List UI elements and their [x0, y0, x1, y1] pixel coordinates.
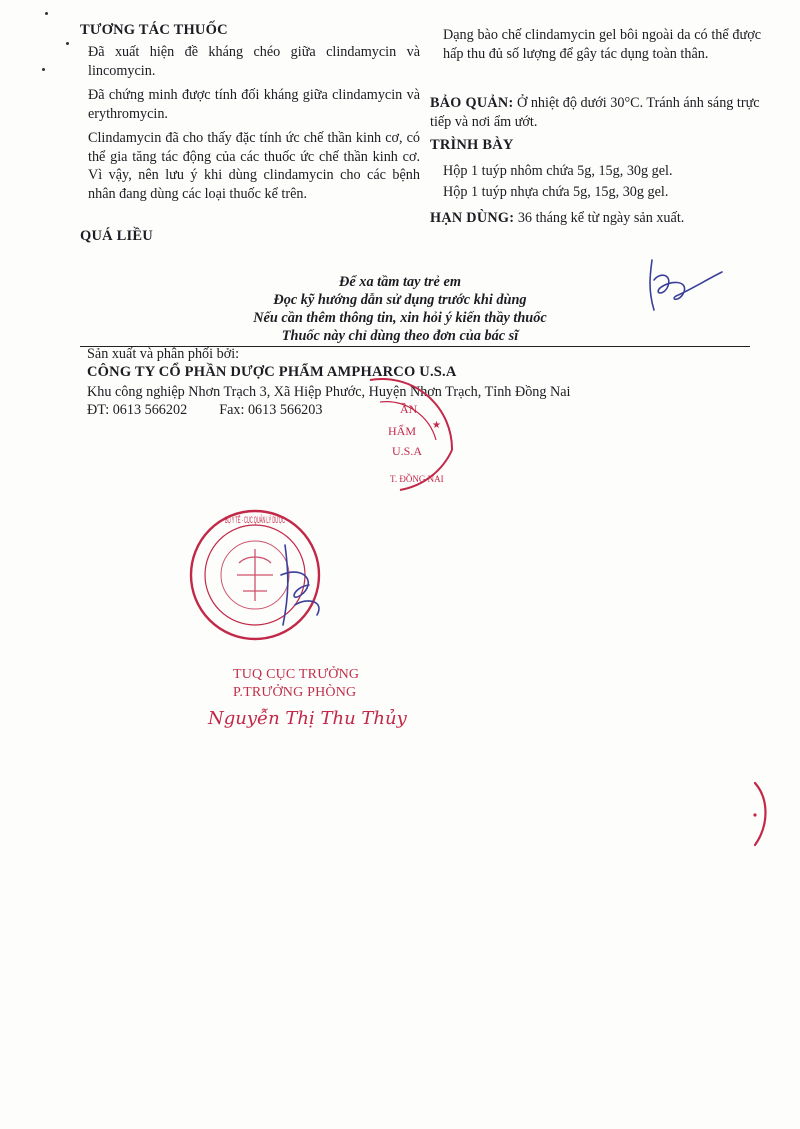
manufacturer-address: Khu công nghiệp Nhơn Trạch 3, Xã Hiệp Phước, Huyện Nhơn Trạch, Tỉnh Đồng Nai [87, 384, 571, 400]
initial-signature-icon [630, 250, 730, 320]
interactions-heading: TƯƠNG TÁC THUỐC [80, 22, 228, 38]
overdose-heading: QUÁ LIỀU [80, 228, 153, 244]
manufacturer-contact [87, 402, 322, 419]
warning-line: Đọc kỹ hướng dẫn sử dụng trước khi dùng [273, 292, 527, 308]
stamp-text: ẦN [400, 402, 418, 416]
fax-number: Fax: 0613 566203 [219, 402, 323, 418]
speck [45, 12, 48, 15]
stamp-text: HẨM [388, 424, 417, 438]
page-mark-icon [735, 775, 775, 855]
manufacturer-label: Sản xuất và phân phối bởi: [87, 346, 240, 362]
company-stamp [340, 340, 470, 500]
interactions-paragraph-2: Đã chứng minh được tính đối kháng giữa clindamycin và erythromycin. [88, 87, 420, 122]
star-icon: ★ [432, 420, 441, 431]
storage-label: BẢO QUẢN: [430, 95, 514, 111]
expiry-section [430, 210, 684, 227]
expiry-text: 36 tháng kể từ ngày sản xuất. [514, 210, 685, 226]
warning-line: Nếu cần thêm thông tin, xin hỏi ý kiến thầy thuốc [253, 310, 547, 326]
overdose-text: Dạng bào chế clindamycin gel bôi ngoài da có thể được hấp thu đủ số lượng để gây tác dụng toàn thân. [443, 27, 761, 62]
interactions-paragraph-3: Clindamycin đã cho thấy đặc tính ức chế thần kinh cơ, có thể gia tăng tác động của các thuốc ức chế thần kinh cơ. Vì vậy, nên lưu ý khi dùng clindamycin cho các bệnh nhân đang dùng các loại thuốc kể trên. [88, 130, 420, 202]
presentation-heading: TRÌNH BÀY [430, 137, 514, 153]
expiry-label: HẠN DÙNG: [430, 210, 515, 226]
storage-text: Ở nhiệt độ dưới 30°C. Tránh ánh sáng trực tiếp và nơi ẩm ướt. [430, 95, 760, 130]
warning-line: Thuốc này chỉ dùng theo đơn của bác sĩ [281, 328, 519, 344]
manufacturer-name: CÔNG TY CỔ PHẦN DƯỢC PHẨM AMPHARCO U.S.A [87, 364, 457, 380]
presentation-item: Hộp 1 tuýp nhôm chứa 5g, 15g, 30g gel. [443, 163, 673, 179]
speck [42, 68, 45, 71]
warning-line: Để xa tầm tay trẻ em [339, 274, 461, 290]
interactions-paragraph-1: Đã xuất hiện đề kháng chéo giữa clindamycin và lincomycin. [88, 44, 420, 79]
stamp-text: T. ĐỒNG NAI [390, 474, 444, 484]
storage-section [430, 94, 760, 131]
speck [66, 42, 69, 45]
signer-name: Nguyễn Thị Thu Thủy [208, 708, 407, 729]
stamp-text: U.S.A [392, 444, 423, 458]
ministry-seal [185, 505, 361, 655]
seal-text: BỘ Y TẾ · CỤC QUẢN LÝ DƯỢC [225, 515, 361, 525]
phone-number: ĐT: 0613 566202 [87, 402, 188, 418]
presentation-item: Hộp 1 tuýp nhựa chứa 5g, 15g, 30g gel. [443, 184, 669, 200]
signer-title: TUQ CỤC TRƯỞNG [233, 667, 360, 682]
signer-position: P.TRƯỞNG PHÒNG [233, 685, 357, 700]
